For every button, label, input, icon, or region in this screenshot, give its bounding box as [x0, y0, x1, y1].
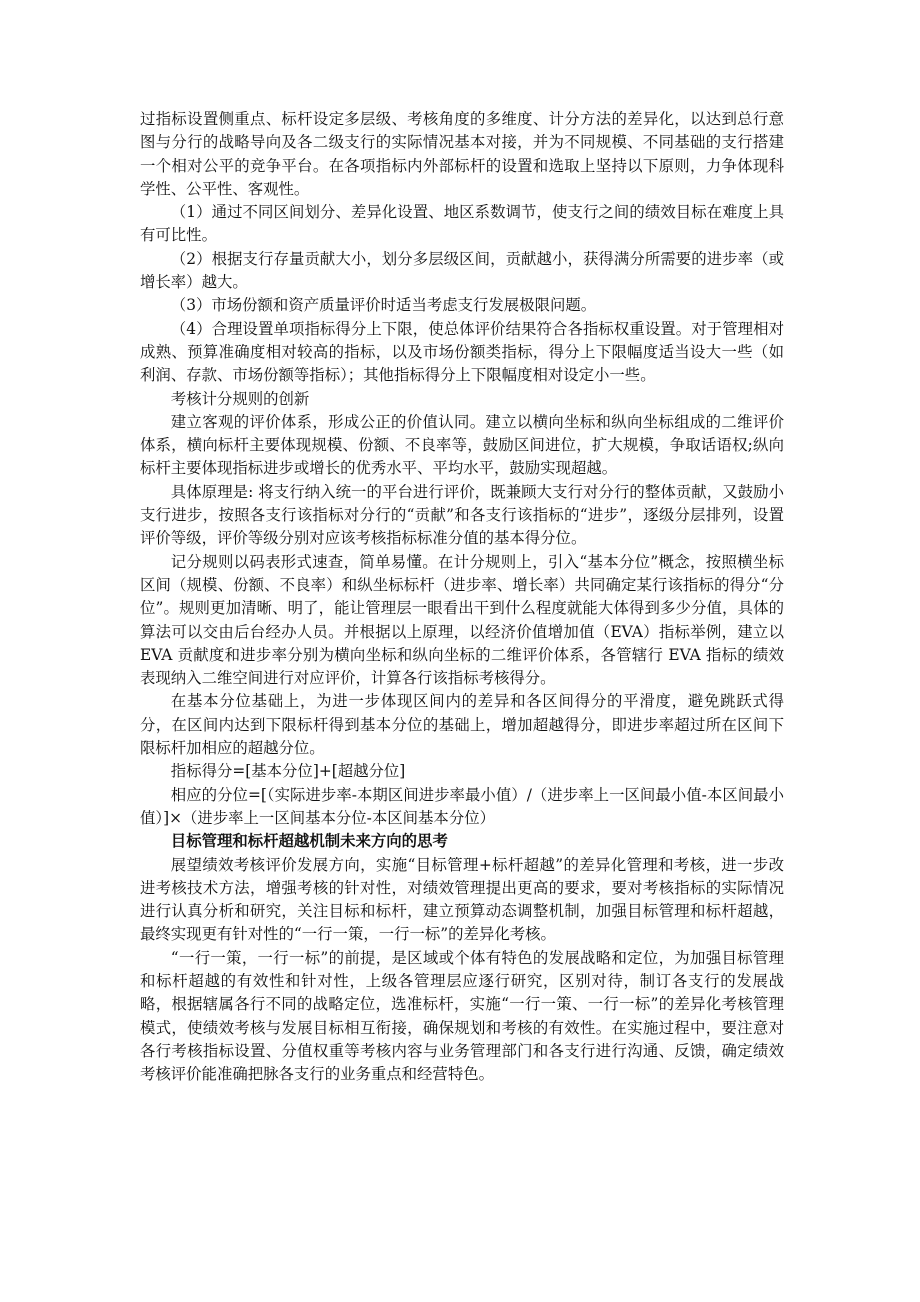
outlook-paragraph: 展望绩效考核评价发展方向，实施“目标管理+标杆超越”的差异化管理和考核，进一步改进考核技术方法，增强考核的针对性，对绩效管理提出更高的要求，要对考核指标的实际情况进行认真分析和研究，关注目标和标杆，建立预算动态调整机制，加强目标管理和标杆超越，最终实现更有针对性的“一行一策，一行一标”的差异化考核。	[140, 855, 784, 944]
document-body	[140, 108, 784, 1086]
principle-detail-paragraph: 具体原理是: 将支行纳入统一的平台进行评价，既兼顾大支行对分行的整体贡献，又鼓励小支行进步，按照各支行该指标对分行的“贡献”和各支行该指标的“进步”，逐级分层排列，设置评价等级，评价等级分别对应该考核指标标准分值的基本得分位。	[140, 482, 784, 548]
one-bank-one-policy-paragraph: “一行一策，一行一标”的前提，是区域或个体有特色的发展战略和定位，为加强目标管理和标杆超越的有效性和针对性，上级各管理层应逐行研究，区别对待，制订各支行的发展战略，根据辖属各行不同的战略定位，选准标杆，实施“一行一策、一行一标”的差异化考核管理模式，使绩效考核与发展目标相互衔接，确保规划和考核的有效性。在实施过程中，要注意对各行考核指标设置、分值权重等考核内容与业务管理部门和各支行进行沟通、反馈，确定绩效考核评价能准确把脉各支行的业务重点和经营特色。	[140, 948, 784, 1084]
score-formula: 指标得分=[基本分位]+[超越分位]	[170, 762, 406, 781]
exceed-score-paragraph: 在基本分位基础上，为进一步体现区间内的差异和各区间得分的平滑度，避免跳跃式得分，在区间内达到下限标杆得到基本分位的基础上，增加超越得分，即进步率超过所在区间下限标杆加相应的超越分位。	[140, 692, 784, 758]
principle-3-paragraph: （3）市场份额和资产质量评价时适当考虑支行发展极限问题。	[170, 296, 597, 315]
scoring-rules-subheading: 考核计分规则的创新	[170, 389, 310, 408]
percentile-formula: 相应的分位=[（实际进步率-本期区间进步率最小值）/（进步率上一区间最小值-本区间最小值）]×（进步率上一区间基本分位-本区间基本分位）	[140, 785, 784, 827]
scoring-table-paragraph: 记分规则以码表形式速查，简单易懂。在计分规则上，引入“基本分位”概念，按照横坐标区间（规模、份额、不良率）和纵坐标标杆（进步率、增长率）共同确定某行该指标的得分“分位”。规则更加清晰、明了，能让管理层一眼看出干到什么程度就能大体得到多少分值，具体的算法可以交由后台经办人员。并根据以上原理，以经济价值增加值（EVA）指标举例，建立以 EVA 贡献度和进步率分别为横向坐标和纵向坐标的二维评价体系，各管辖行 EVA 指标的绩效表现纳入二维空间进行对应评价，计算各行该指标考核得分。	[140, 552, 784, 688]
principle-2-paragraph: （2）根据支行存量贡献大小，划分多层级区间，贡献越小，获得满分所需要的进步率（或增长率）越大。	[140, 249, 784, 292]
principle-1-paragraph: （1）通过不同区间划分、差异化设置、地区系数调节，使支行之间的绩效目标在难度上具有可比性。	[140, 203, 784, 245]
future-direction-heading: 目标管理和标杆超越机制未来方向的思考	[170, 832, 448, 851]
principle-4-paragraph: （4）合理设置单项指标得分上下限，使总体评价结果符合各指标权重设置。对于管理相对成熟、预算准确度相对较高的指标，以及市场份额类指标，得分上下限幅度适当设大一些（如利润、存款、市场份额等指标）；其他指标得分上下限幅度相对设定小一些。	[140, 319, 784, 385]
intro-paragraph: 过指标设置侧重点、标杆设定多层级、考核角度的多维度、计分方法的差异化，以达到总行意图与分行的战略导向及各二级支行的实际情况基本对接，并为不同规模、不同基础的支行搭建一个相对公平的竞争平台。在各项指标内外部标杆的设置和选取上坚持以下原则，力争体现科学性、公平性、客观性。	[140, 110, 784, 198]
evaluation-system-paragraph: 建立客观的评价体系，形成公正的价值认同。建立以横向坐标和纵向坐标组成的二维评价体系，横向标杆主要体现规模、份额、不良率等，鼓励区间进位，扩大规模，争取话语权;纵向标杆主要体现指标进步或增长的优秀水平、平均水平，鼓励实现超越。	[140, 412, 784, 478]
